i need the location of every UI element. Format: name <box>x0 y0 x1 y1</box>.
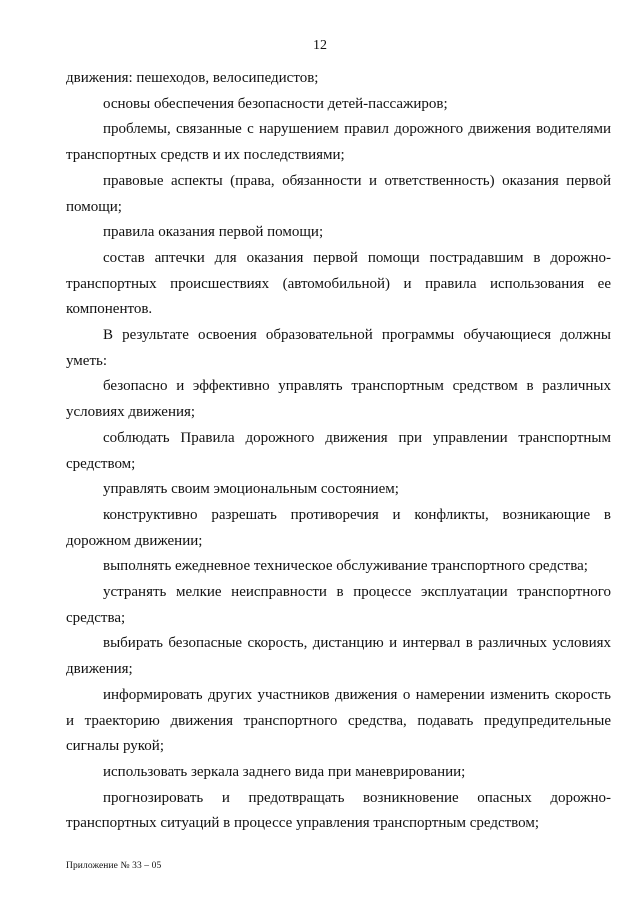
list-item: основы обеспечения безопасности детей-пассажиров; <box>103 95 448 112</box>
document-body <box>66 66 611 837</box>
list-item: прогнозировать и предотвращать возникновение опасных дорожно-транспортных ситуаций в процессе управления транспортным средством; <box>66 789 611 832</box>
section-intro-paragraph: В результате освоения образовательной программы обучающиеся должны уметь: <box>66 327 611 369</box>
list-item: соблюдать Правила дорожного движения при управлении транспортным средством; <box>66 429 611 472</box>
list-item: безопасно и эффективно управлять транспортным средством в различных условиях движения; <box>66 378 611 421</box>
list-item: правовые аспекты (права, обязанности и ответственность) оказания первой помощи; <box>66 172 611 215</box>
list-item: использовать зеркала заднего вида при маневрировании; <box>103 763 466 780</box>
page-number: 12 <box>313 38 327 53</box>
paragraph-continuation: движения: пешеходов, велосипедистов; <box>66 70 319 86</box>
list-item: устранять мелкие неисправности в процессе эксплуатации транспортного средства; <box>66 584 611 626</box>
list-item: конструктивно разрешать противоречия и конфликты, возникающие в дорожном движении; <box>66 506 611 549</box>
list-item: управлять своим эмоциональным состоянием; <box>103 481 399 498</box>
list-item: информировать других участников движения о намерении изменить скорость и траекторию движения транспортного средства, подавать предупредительные сигналы рукой; <box>66 686 611 755</box>
list-item: проблемы, связанные с нарушением правил дорожного движения водителями транспортных средств и их последствиями; <box>66 121 611 164</box>
list-item: выполнять ежедневное техническое обслуживание транспортного средства; <box>103 558 588 575</box>
list-item: выбирать безопасные скорость, дистанцию и интервал в различных условиях движения; <box>66 635 611 678</box>
page-footer: Приложение № 33 – 05 <box>66 861 162 871</box>
list-item: состав аптечки для оказания первой помощи пострадавшим в дорожно-транспортных происшествиях (автомобильной) и правила использования ее компонентов. <box>66 249 611 318</box>
list-item: правила оказания первой помощи; <box>103 224 324 241</box>
